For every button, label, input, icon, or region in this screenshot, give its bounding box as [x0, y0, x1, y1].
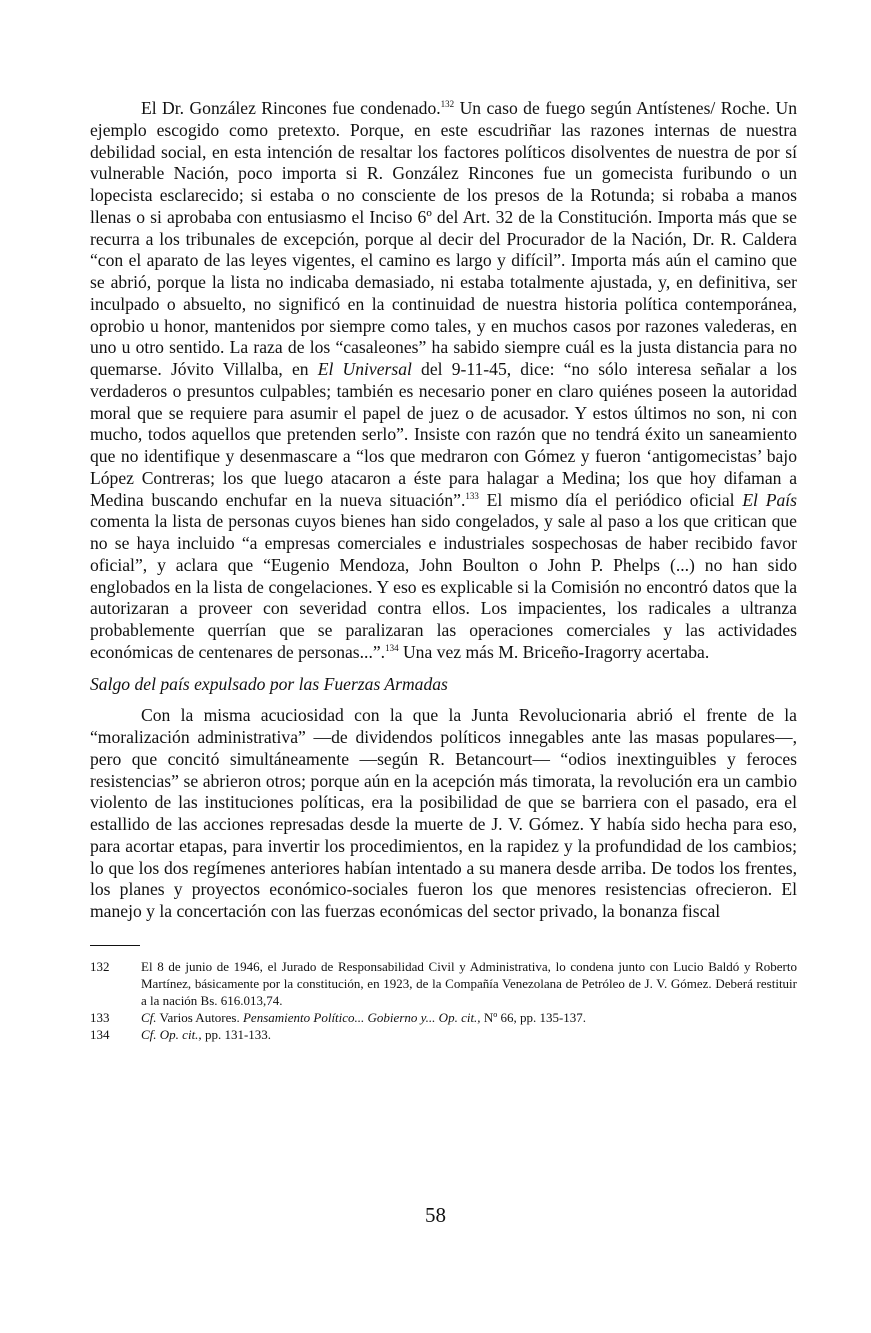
- footnote-ref-134: 134: [385, 642, 399, 653]
- footnote-number: 134: [90, 1026, 110, 1042]
- footnote-text: El 8 de junio de 1946, el Jurado de Responsabilidad Civil y Administrativa, lo condena junto con Lucio Baldó y Roberto Martínez, básicamente por la constitución, en 1923, de la Compañía Venezolana de Petróleo de J. V. Gómez. Deberá restituir a la nación Bs. 616.013,74.: [141, 958, 797, 1008]
- footnote-text-part: pp. 131-133.: [201, 1026, 272, 1042]
- footnote-134: [90, 1026, 797, 1043]
- footnote-divider: [90, 945, 140, 946]
- footnote-132: [90, 958, 797, 1009]
- newspaper-title: El Universal: [317, 359, 412, 379]
- paragraph-text: El Dr. González Rincones fue condenado.: [141, 98, 441, 118]
- page-content: [90, 98, 797, 1043]
- footnote-citation: Pensamiento Político... Gobierno y... Op. cit.,: [242, 1009, 481, 1025]
- paragraph-text: El mismo día el periódico oficial: [478, 489, 743, 510]
- footnote-133: [90, 1009, 797, 1026]
- paragraph-text: Un caso de fuego según Antístenes/ Roche. Un ejemplo escogido como pretexto. Porque, en este escudriñar las razones internas de nuestra debilidad social, en esta intención de resaltar los factores políticos disolventes de nuestra de por sí vulnerable Nación, poco importa si R. González Rincones fue un gomecista furibundo o un lopecista esclarecido; si estaba o no consciente de los presos de la Rotunda; si robaba a manos llenas o si aprobaba con entusiasmo el Inciso 6º del Art. 32 de la Constitución. Importa más que se recurra a los tribunales de excepción, porque al decir del Procurador de la Nación, Dr. R. Caldera “con el aparato de las leyes vigentes, el camino es largo y difícil”. Importa más aún el camino que se abrió, porque la lista no indicaba demasiado, ni estaba totalmente ajustada, y, en definitiva, ser inculpado o absuelto, no significó en la continuidad de nuestra historia política contemporánea, oprobio u honor, mantenidos por siempre como tales, y en muchos casos por razones valederas, en uno u otro sentido. La raza de los “casaleones” ha sabido siempre cuál es la justa distancia para no quemarse. Jóvito Villalba, en: [90, 98, 797, 379]
- section-heading: Salgo del país expulsado por las Fuerzas Armadas: [90, 673, 448, 694]
- footnote-text-part: Nº 66, pp. 135-137.: [480, 1009, 587, 1025]
- footnote-text: [141, 1009, 797, 1026]
- footnote-cf: Cf.: [141, 1009, 157, 1025]
- footnote-text: [141, 1026, 797, 1043]
- body-paragraph-2: Con la misma acuciosidad con la que la Junta Revolucionaria abrió el frente de la “moralización administrativa” —de dividendos políticos innegables ante las masas populares—, pero que concitó simultáneamente —según R. Betancourt— “odios inextinguibles y feroces resistencias” se abrieron otros; porque aún en la acepción más timorata, la revolución era un cambio violento de las instituciones políticas, era la posibilidad de que se barriera con el pasado, era el estallido de las acciones represadas desde la muerte de J. V. Gómez. Y había sido hecha para eso, para acortar etapas, para invertir los procedimientos, en la rapidez y la profundidad de los cambios; lo que los dos regímenes anteriores habían intentado a su manera desde arriba. De todos los frentes, los planes y proyectos económico-sociales fueron los que menores resistencias ofrecieron. El manejo y la concertación con las fuerzas económicas del sector privado, la bonanza fiscal: [90, 705, 797, 921]
- footnote-ref-132: 132: [440, 99, 455, 109]
- footnote-cf: Cf.: [141, 1026, 157, 1042]
- footnote-citation: Op. cit.,: [159, 1026, 202, 1042]
- footnote-number: 132: [90, 958, 110, 974]
- paragraph-text: Una vez más M. Briceño-Iragorry acertaba.: [398, 641, 710, 662]
- footnote-number: 133: [90, 1009, 110, 1025]
- newspaper-title: El País: [742, 489, 797, 510]
- body-paragraph-1: [90, 98, 797, 664]
- page-number: 58: [425, 1203, 446, 1227]
- paragraph-text: del 9-11-45, dice: “no sólo interesa señalar a los verdaderos o presuntos culpables; también es necesario poner en claro quiénes poseen la autoridad moral que se requiere para asumir el papel de juez o de acusador. Y estos últimos no son, ni con mucho, todos aquellos que pretenden serlo”. Insiste con razón que no tendrá éxito un saneamiento que no identifique y desenmascare a “los que medraron con Gómez y fueron ‘antigomecistas’ bajo López Contreras; los que luego atacaron a éste para halagar a Medina; los que hoy difaman a Medina buscando enchufar en la nueva situación”.: [90, 359, 797, 510]
- paragraph-text: comenta la lista de personas cuyos bienes han sido congelados, y sale al paso a los que critican que no se haya incluido “a empresas comerciales e industriales sospechosas de haber recibido favor oficial”, y aclara que “Eugenio Mendoza, John Boulton o John P. Phelps (...) no han sido englobados en la lista de congelaciones. Y eso es explicable si la Comisión no encontró datos que la autorizaran a proveer con severidad contra ellos. Los impacientes, los radicales a ultranza probablemente querrían que se paralizaran las operaciones comerciales y las actividades económicas de centenares de personas...”.: [90, 511, 797, 662]
- footnote-text-part: Varios Autores.: [156, 1009, 243, 1025]
- footnote-ref-133: 133: [465, 490, 479, 501]
